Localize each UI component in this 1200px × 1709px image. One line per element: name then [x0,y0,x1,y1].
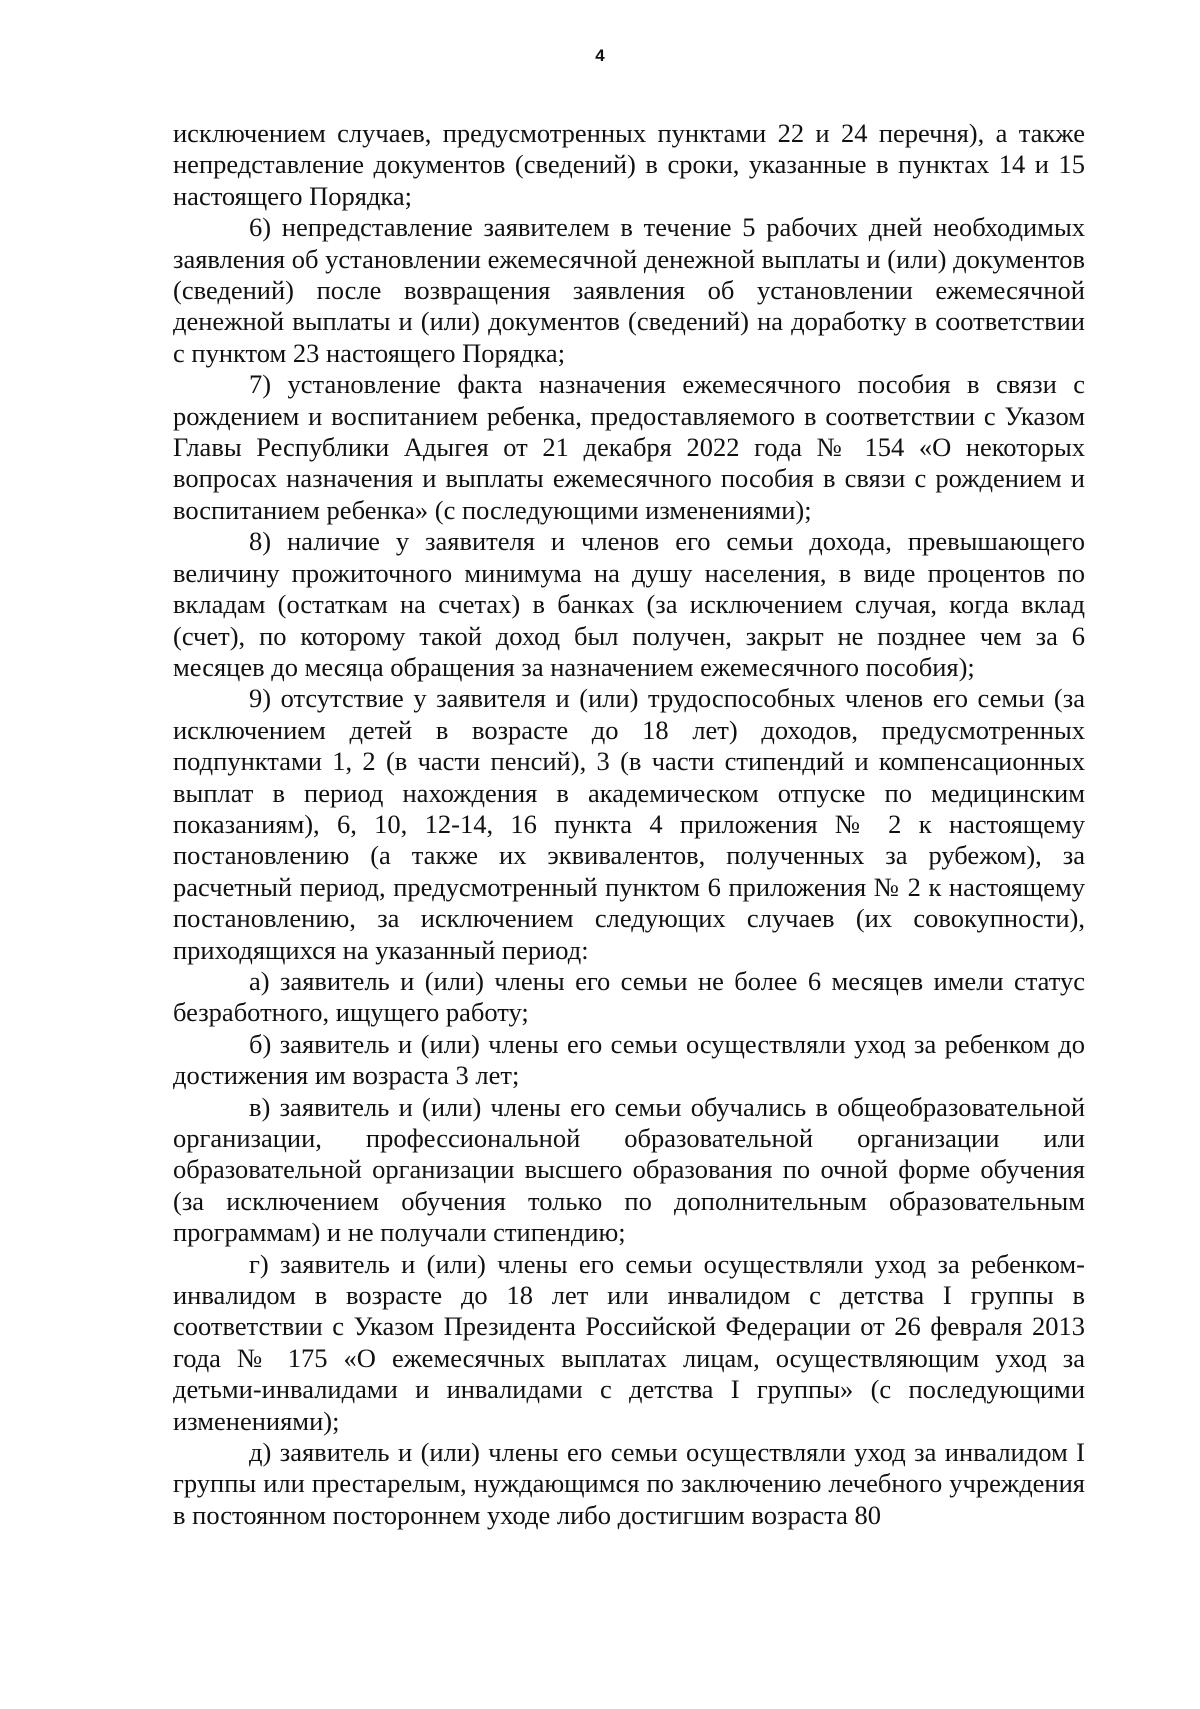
paragraph-subitem-d: д) заявитель и (или) члены его семьи осуществляли уход за инвалидом I группы или престарелым, нуждающимся по заключению лечебного учреждения в постоянном постороннем уходе либо достигшим возраста 80 [173,1437,1085,1530]
paragraph-continuation: исключением случаев, предусмотренных пунктами 22 и 24 перечня), а также непредставление документов (сведений) в сроки, указанные в пунктах 14 и 15 настоящего Порядка; [173,118,1085,211]
paragraph-item-6: 6) непредставление заявителем в течение 5 рабочих дней необходимых заявления об установлении ежемесячной денежной выплаты и (или) документов (сведений) после возвращения заявления об установлении ежемесячной денежной выплаты и (или) документов (сведений) на доработку в соответствии с пунктом 23 настоящего Порядка; [173,212,1085,368]
document-body [173,118,1085,1531]
paragraph-item-9: 9) отсутствие у заявителя и (или) трудоспособных членов его семьи (за исключением детей в возрасте до 18 лет) доходов, предусмотренных подпунктами 1, 2 (в части пенсий), 3 (в части стипендий и компенсационных выплат в период нахождения в академическом отпуске по медицинским показаниям), 6, 10, 12-14, 16 пункта 4 приложения № 2 к настоящему постановлению (а также их эквивалентов, полученных за рубежом), за расчетный период, предусмотренный пунктом 6 приложения № 2 к настоящему постановлению, за исключением следующих случаев (их совокупности), приходящихся на указанный период: [173,683,1085,965]
paragraph-subitem-v: в) заявитель и (или) члены его семьи обучались в общеобразовательной организации, профессиональной образовательной организации или образовательной организации высшего образования по очной форме обучения (за исключением обучения только по дополнительным образовательным программам) и не получали стипендию; [173,1091,1085,1248]
page-number: 4 [595,46,605,65]
paragraph-subitem-a: а) заявитель и (или) члены его семьи не более 6 месяцев имели статус безработного, ищущего работу; [173,965,1085,1028]
paragraph-subitem-g: г) заявитель и (или) члены его семьи осуществляли уход за ребенком-инвалидом в возрасте до 18 лет или инвалидом с детства I группы в соответствии с Указом Президента Российской Федерации от 26 февраля 2013 года № 175 «О ежемесячных выплатах лицам, осуществляющим уход за детьми-инвалидами и инвалидами с детства I группы» (с последующими изменениями); [173,1248,1085,1436]
paragraph-item-7: 7) установление факта назначения ежемесячного пособия в связи с рождением и воспитанием ребенка, предоставляемого в соответствии с Указом Главы Республики Адыгея от 21 декабря 2022 года № 154 «О некоторых вопросах назначения и выплаты ежемесячного пособия в связи с рождением и воспитанием ребенка» (с последующими изменениями); [173,369,1085,525]
paragraph-item-8: 8) наличие у заявителя и членов его семьи дохода, превышающего величину прожиточного минимума на душу населения, в виде процентов по вкладам (остаткам на счетах) в банках (за исключением случая, когда вклад (счет), по которому такой доход был получен, закрыт не позднее чем за 6 месяцев до месяца обращения за назначением ежемесячного пособия); [173,526,1085,682]
paragraph-subitem-b: б) заявитель и (или) члены его семьи осуществляли уход за ребенком до достижения им возраста 3 лет; [173,1028,1085,1091]
